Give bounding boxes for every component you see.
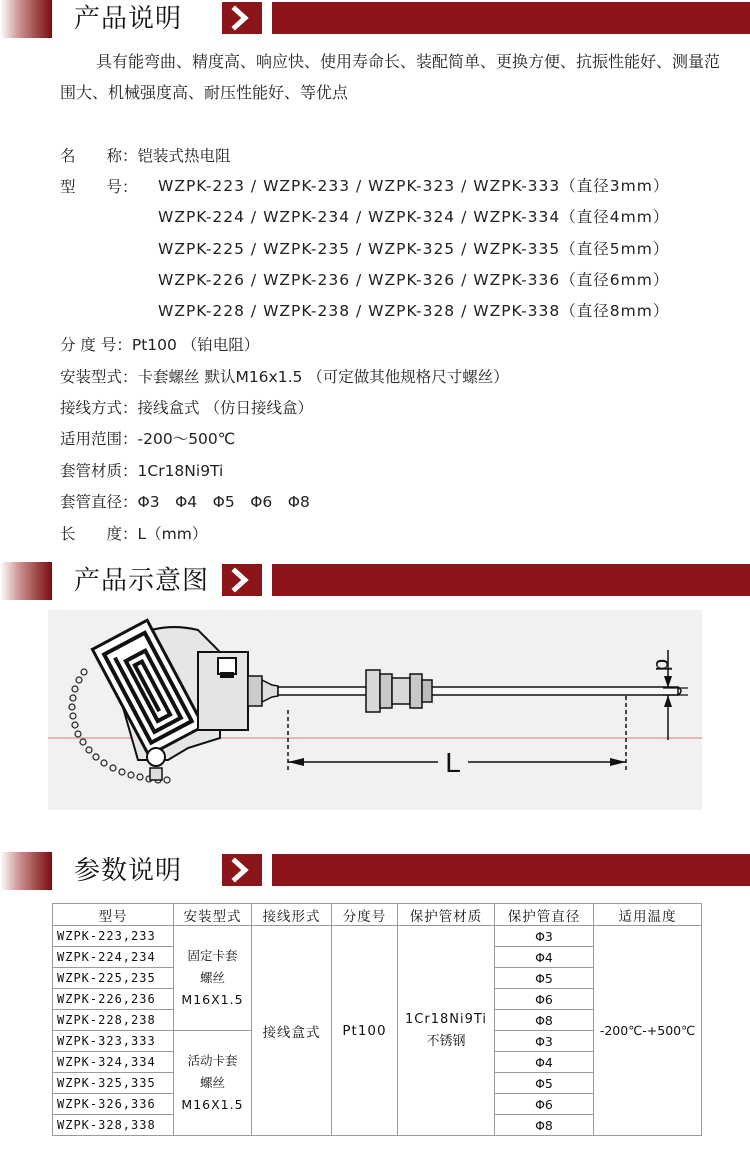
mount-text: 固定卡套 — [187, 948, 238, 963]
wiring-cell: 接线盒式 — [252, 926, 332, 1136]
spec-value: Pt100 （铂电阻） — [131, 336, 260, 354]
spec-value: 卡套螺丝 默认M16x1.5 （可定做其他规格尺寸螺丝） — [137, 368, 509, 386]
spec-label: 型 号： — [60, 178, 138, 196]
diameter-cell: Φ6 — [495, 989, 594, 1010]
mount-text: M16X1.5 — [181, 992, 244, 1007]
chevron-right-icon — [222, 564, 262, 596]
spec-value: L（mm） — [137, 525, 208, 543]
chevron-right-icon — [222, 2, 262, 34]
header-gradient — [0, 562, 52, 600]
diameter-cell: Φ3 — [495, 1031, 594, 1052]
material-text: 不锈钢 — [426, 1033, 466, 1049]
spec-label: 适用范围： — [60, 430, 138, 448]
spec-label: 分 度 号： — [60, 336, 132, 354]
model-cell: WZPK-328,338 — [53, 1115, 174, 1136]
diameter-cell: Φ4 — [495, 947, 594, 968]
model-cell: WZPK-326,336 — [53, 1094, 174, 1115]
model-cell: WZPK-325,335 — [53, 1073, 174, 1094]
dimension-L-label: L — [445, 747, 461, 778]
model-cell: WZPK-324,334 — [53, 1052, 174, 1073]
table-row — [53, 926, 702, 947]
spec-label: 接线方式： — [60, 399, 138, 417]
model-line: WZPK-226 / WZPK-236 / WZPK-326 / WZPK-336（直径6mm） — [158, 271, 670, 289]
spec-name — [60, 144, 231, 168]
spec-value: 铠装式热电阻 — [137, 147, 231, 165]
spec-label: 名 称： — [60, 147, 138, 165]
spec-value: 接线盒式 （仿日接线盒） — [137, 399, 313, 417]
gland-screw — [147, 748, 165, 766]
spec-range — [60, 427, 235, 451]
model-cell: WZPK-224,234 — [53, 947, 174, 968]
section-title: 产品说明 — [74, 4, 183, 34]
section-header-params — [0, 852, 750, 890]
spec-value: Φ3 Φ4 Φ5 Φ6 Φ8 — [137, 493, 310, 511]
spec-value: -200～500℃ — [137, 430, 236, 448]
spec-wiring — [60, 396, 313, 420]
table-header: 适用温度 — [594, 904, 702, 926]
dimension-d-label: d — [651, 658, 676, 672]
spec-diameter — [60, 490, 310, 514]
temperature-cell: -200℃-+500℃ — [594, 926, 702, 1136]
spec-label: 安装型式： — [60, 368, 138, 386]
spec-value: 1Cr18Ni9Ti — [137, 462, 224, 480]
intro-paragraph: 具有能弯曲、精度高、响应快、使用寿命长、装配简单、更换方便、抗振性能好、测量范围大、机械强度高、耐压性能好、等优点 — [60, 52, 721, 102]
header-gradient — [0, 852, 52, 890]
diameter-cell: Φ3 — [495, 926, 594, 947]
params-table — [52, 903, 702, 1136]
header-gradient — [0, 0, 52, 38]
spec-model — [60, 175, 138, 199]
diameter-cell: Φ8 — [495, 1010, 594, 1031]
header-bar — [272, 854, 750, 886]
table-header: 保护管直径 — [495, 904, 594, 926]
mount-text: 螺丝 — [199, 1075, 225, 1090]
diameter-cell: Φ5 — [495, 968, 594, 989]
table-header-row — [53, 904, 702, 926]
model-cell: WZPK-323,333 — [53, 1031, 174, 1052]
sheath-tube — [278, 687, 678, 695]
material-cell — [398, 926, 495, 1136]
spec-label: 套管直径： — [60, 493, 138, 511]
section-header-diagram — [0, 562, 750, 600]
header-bar — [272, 564, 750, 596]
diameter-cell: Φ4 — [495, 1052, 594, 1073]
header-bar — [272, 2, 750, 34]
model-cell: WZPK-223,233 — [53, 926, 174, 947]
mount-cell-fixed — [174, 926, 252, 1031]
product-diagram — [48, 610, 702, 810]
spec-grade — [60, 333, 259, 357]
spec-label: 长 度： — [60, 525, 138, 543]
spec-label: 套管材质： — [60, 462, 138, 480]
model-line: WZPK-228 / WZPK-238 / WZPK-328 / WZPK-338（直径8mm） — [158, 302, 670, 320]
diameter-cell: Φ8 — [495, 1115, 594, 1136]
model-cell: WZPK-226,236 — [53, 989, 174, 1010]
model-cell: WZPK-228,238 — [53, 1010, 174, 1031]
model-cell: WZPK-225,235 — [53, 968, 174, 989]
spec-material — [60, 459, 223, 483]
mount-text: 活动卡套 — [187, 1053, 238, 1068]
table-header: 接线形式 — [252, 904, 332, 926]
table-header: 型号 — [53, 904, 174, 926]
model-line: WZPK-223 / WZPK-233 / WZPK-323 / WZPK-333（直径3mm） — [158, 177, 670, 195]
spec-mount — [60, 365, 509, 389]
section-title: 产品示意图 — [74, 566, 210, 596]
mount-text: 螺丝 — [199, 970, 225, 985]
table-header: 分度号 — [332, 904, 398, 926]
diameter-cell: Φ6 — [495, 1094, 594, 1115]
material-text: 1Cr18Ni9Ti — [405, 1011, 487, 1027]
mount-cell-moving — [174, 1031, 252, 1136]
model-line: WZPK-224 / WZPK-234 / WZPK-324 / WZPK-334（直径4mm） — [158, 208, 670, 226]
chevron-right-icon — [222, 854, 262, 886]
spec-length — [60, 522, 207, 546]
diameter-cell: Φ5 — [495, 1073, 594, 1094]
grade-cell: Pt100 — [332, 926, 398, 1136]
table-header: 安装型式 — [174, 904, 252, 926]
table-header: 保护管材质 — [398, 904, 495, 926]
section-header-intro — [0, 0, 750, 38]
model-line: WZPK-225 / WZPK-235 / WZPK-325 / WZPK-335（直径5mm） — [158, 240, 670, 258]
mount-text: M16X1.5 — [181, 1097, 244, 1112]
section-title: 参数说明 — [74, 856, 183, 886]
